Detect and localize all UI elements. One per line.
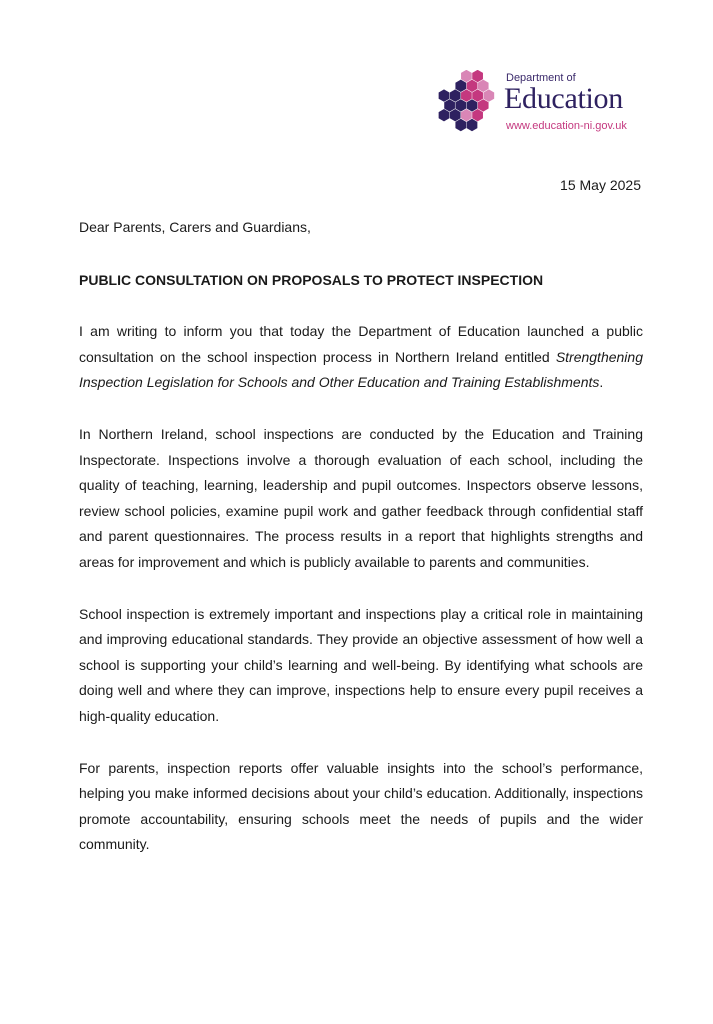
logo-hexagon — [483, 89, 494, 101]
paragraph-1-text: I am writing to inform you that today the Department of Education launched a public consultation on the school inspection process in Northern Ireland entitled — [79, 323, 643, 365]
logo-hexagon — [450, 109, 461, 121]
paragraph-1 — [79, 319, 643, 396]
salutation: Dear Parents, Carers and Guardians, — [79, 219, 311, 235]
logo-hexagon — [461, 109, 472, 121]
logo-hexagon — [455, 80, 466, 92]
paragraph-1-end: . — [599, 374, 604, 391]
logo-url-text: www.education-ni.gov.uk — [506, 120, 627, 132]
logo-hexagon — [461, 89, 472, 101]
logo-hexagon — [472, 109, 483, 121]
letter-heading: PUBLIC CONSULTATION ON PROPOSALS TO PROTECT INSPECTION — [79, 271, 544, 288]
logo-hexagon — [467, 119, 478, 131]
logo-hexagon — [444, 99, 455, 111]
logo-hexagon — [439, 89, 450, 101]
logo-hexagon — [439, 109, 450, 121]
letter-body — [79, 215, 643, 884]
paragraph-4: For parents, inspection reports offer valuable insights into the school’s performance, helping you make informed decisions about your child’s education. Additionally, inspections promote accountability, ensuring schools meet the needs of pupils and the wider community. — [79, 759, 643, 853]
logo-hexagon — [455, 99, 466, 111]
logo-department-text: Department of — [506, 72, 576, 84]
logo-hexagon — [478, 80, 489, 92]
logo-hexagon — [455, 119, 466, 131]
hexagon-logo-icon — [438, 70, 496, 134]
logo-hexagon — [461, 70, 472, 82]
logo-hexagon — [472, 70, 483, 82]
logo-hexagon — [478, 99, 489, 111]
logo-education-text: Education — [504, 82, 623, 115]
logo-hexagon — [467, 99, 478, 111]
paragraph-3: School inspection is extremely important and inspections play a critical role in maintaining and improving educational standards. They provide an objective assessment of how well a school is supporting your child’s learning and well-being. By identifying what schools are doing well and where they can improve, inspections help to ensure every pupil receives a high-quality education. — [79, 605, 643, 724]
logo-hexagon — [467, 80, 478, 92]
department-of-education-logo — [438, 70, 648, 136]
letter-date: 15 May 2025 — [560, 177, 641, 193]
consultation-title: Strengthening Inspection Legislation for Schools and Other Education and Training Establishments — [79, 348, 643, 391]
logo-hexagon — [472, 89, 483, 101]
logo-hexagon — [450, 89, 461, 101]
paragraph-2: In Northern Ireland, school inspections are conducted by the Education and Training Inspectorate. Inspections involve a thorough evaluation of each school, including the quality of teaching, learning, leadership and pupil outcomes. Inspectors observe lessons, review school policies, examine pupil work and gather feedback through confidential staff and parent questionnaires. The process results in a report that highlights strengths and areas for improvement and which is publicly available to parents and communities. — [79, 425, 643, 570]
